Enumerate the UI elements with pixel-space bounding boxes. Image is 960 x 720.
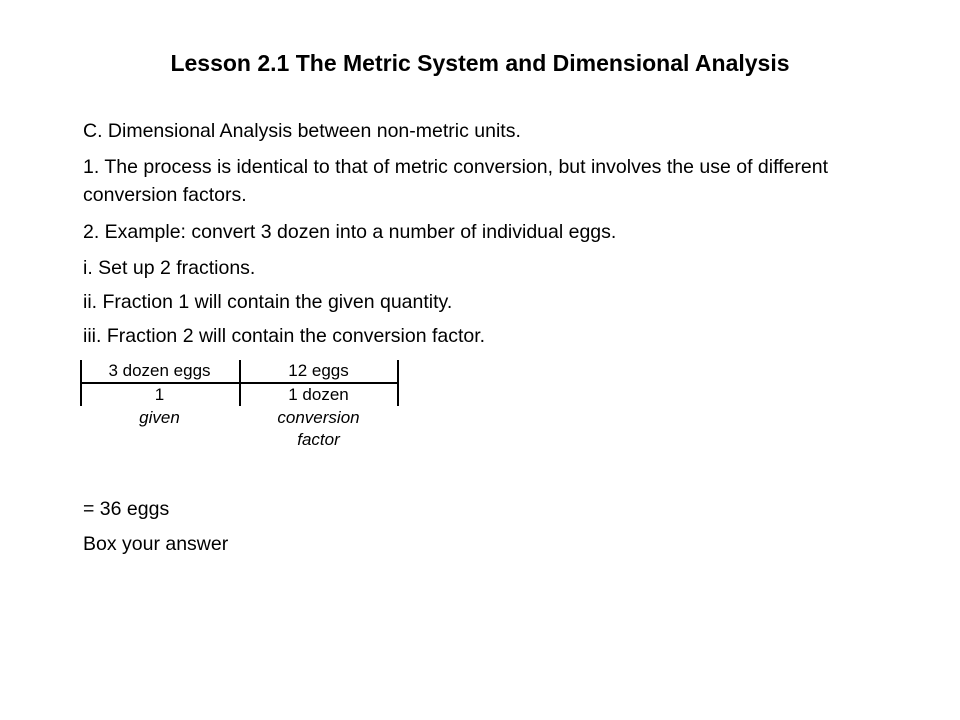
section-heading: C. Dimensional Analysis between non-metric units.	[83, 120, 521, 142]
step-ii-text: ii. Fraction 1 will contain the given quantity.	[83, 291, 453, 313]
result-text: = 36 eggs	[83, 498, 170, 520]
fraction-1-numerator: 3 dozen eggs	[108, 361, 211, 380]
fraction-2-caption-line-2: factor	[297, 430, 340, 449]
fraction-2-numerator: 12 eggs	[288, 361, 349, 380]
fraction-2-caption-line-1: conversion	[277, 408, 360, 427]
fraction-2-denominator: 1 dozen	[288, 385, 349, 404]
fraction-1-denominator: 1	[154, 385, 165, 404]
slide-title: Lesson 2.1 The Metric System and Dimensional Analysis	[170, 50, 790, 76]
step-iii-text: iii. Fraction 2 will contain the conversion factor.	[83, 325, 486, 347]
step-i-text: i. Set up 2 fractions.	[83, 257, 256, 279]
point-2-text: 2. Example: convert 3 dozen into a number of individual eggs.	[83, 221, 617, 243]
fraction-table	[80, 360, 400, 455]
instruction-text: Box your answer	[83, 533, 229, 555]
fraction-1-caption: given	[139, 408, 180, 427]
point-1-text: 1. The process is identical to that of metric conversion, but involves the use of different conversion factors.	[83, 156, 829, 206]
fraction-bar	[80, 382, 398, 384]
